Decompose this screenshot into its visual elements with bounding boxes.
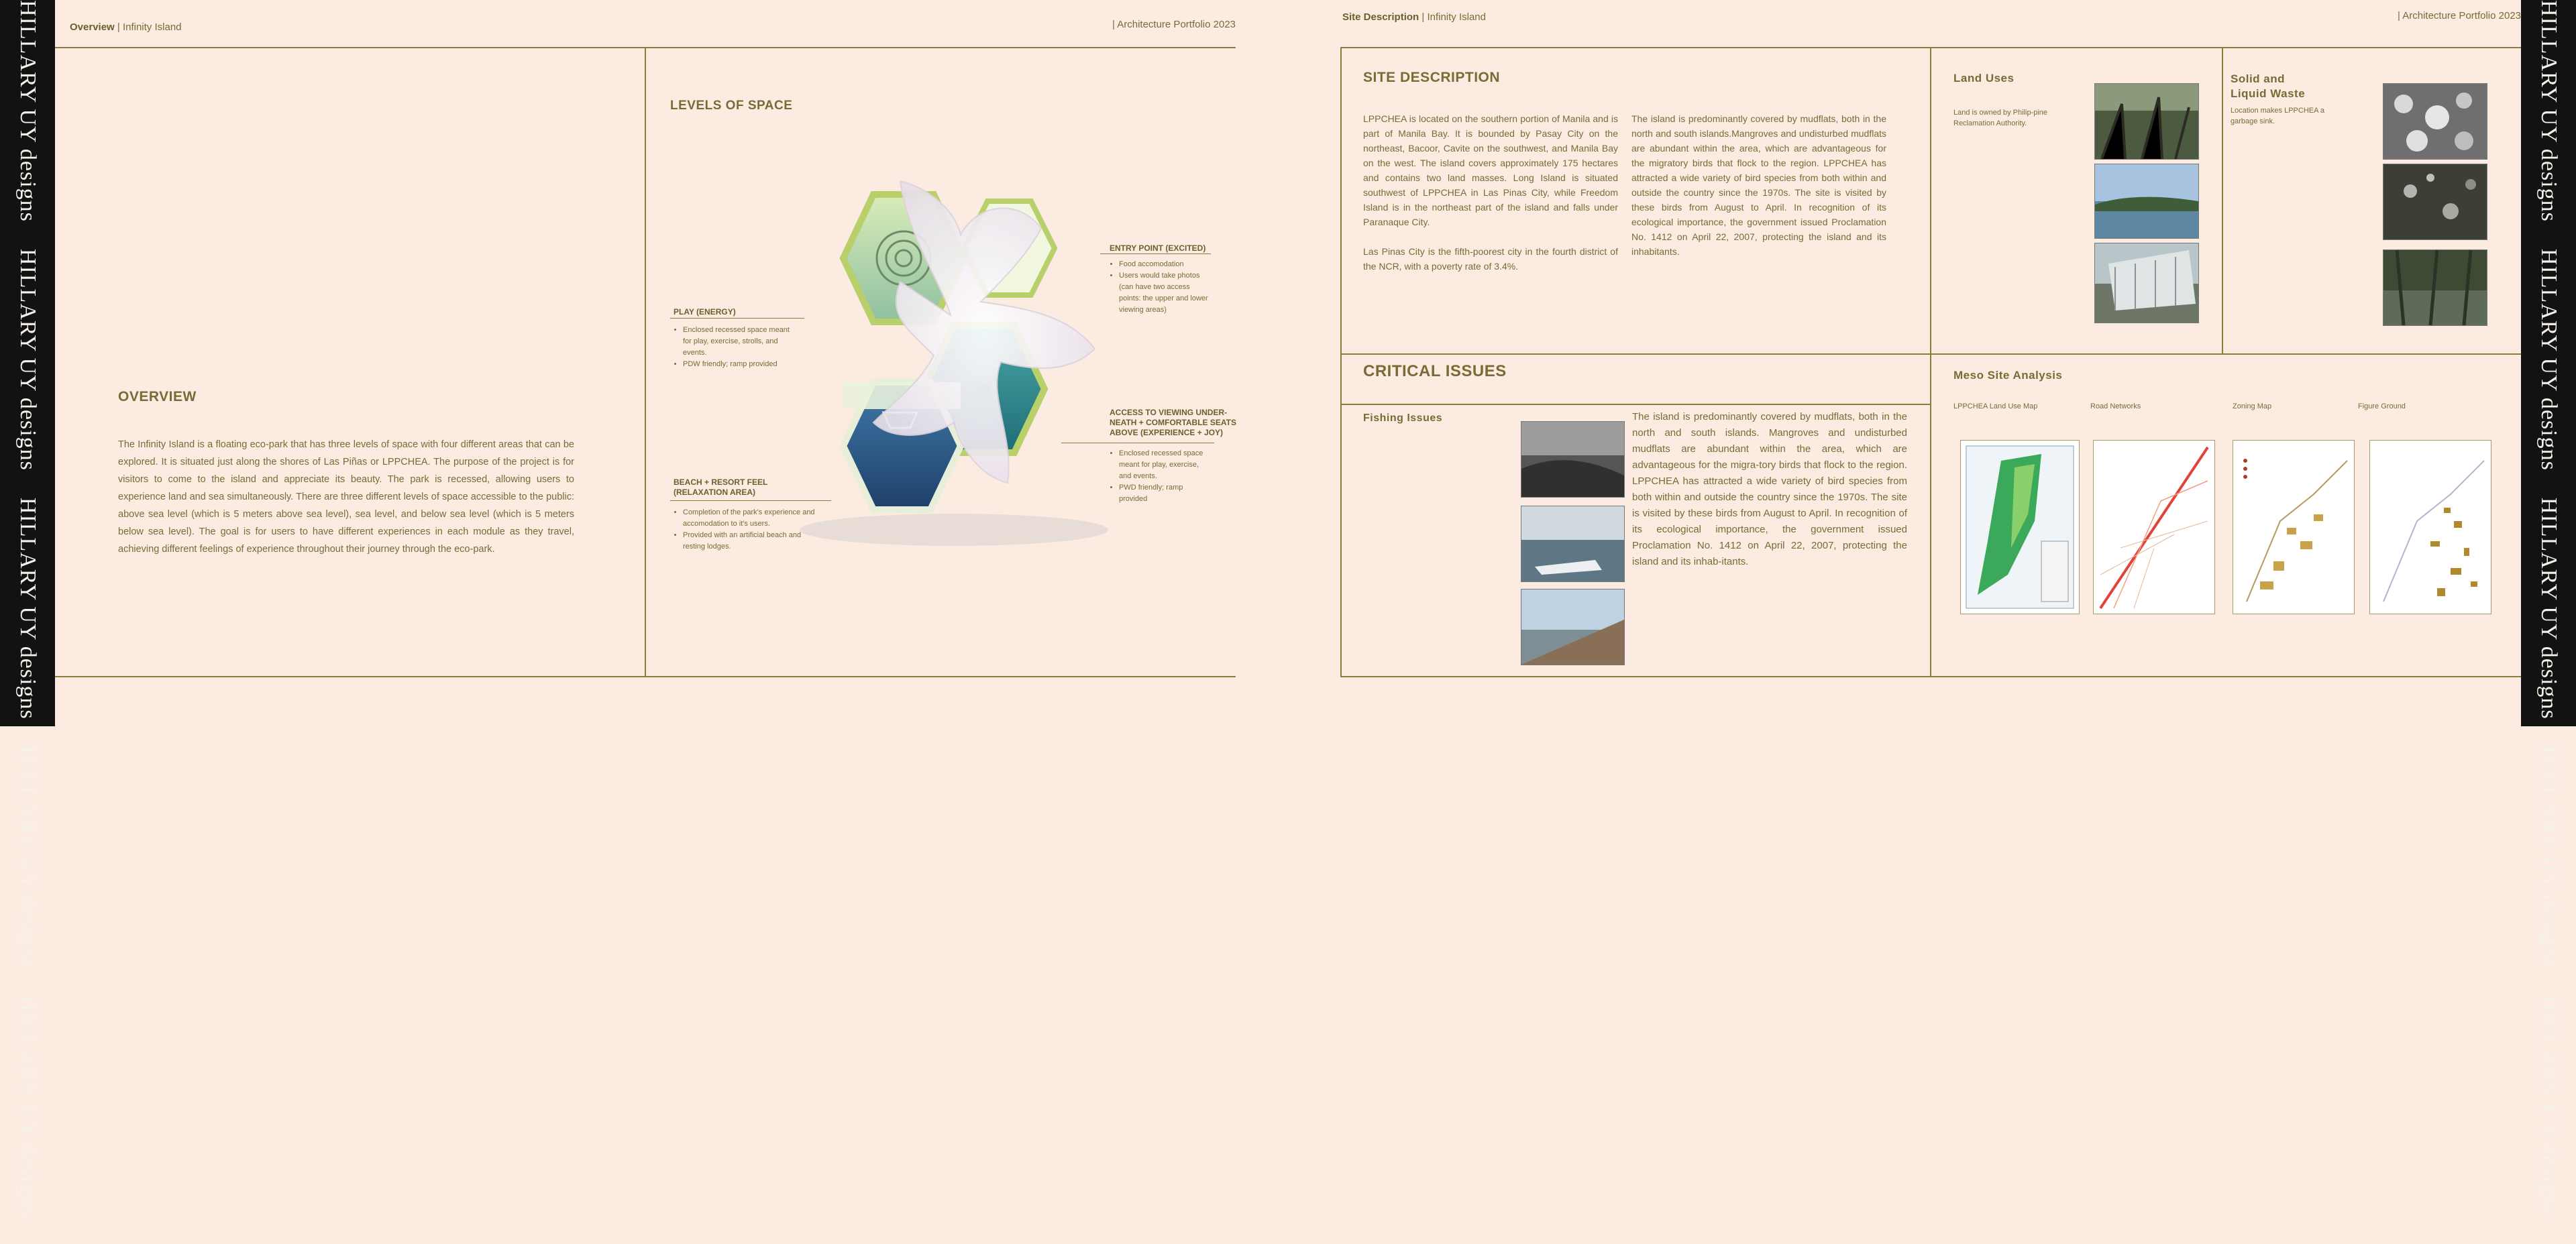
site-text-col2: The island is predominantly covered by mudflats, both in the north and south islands.Mangroves and undisturbed mudflats are abundant within the area, which are advantageous for the migratory birds that flock to the region. LPPCHEA has attracted a wide variety of bird species from both within and outside the country since the 1970s. The site is visited by these birds from August to April. In recognition of its ecological importance, the government issued Proclamation No. 1412 on April 22, 2007, protecting the island and its inhabitants. — [1631, 113, 1886, 257]
map-zoning[interactable] — [2233, 440, 2355, 614]
overview-title: OVERVIEW — [118, 389, 197, 404]
waste-title: Solid and Liquid Waste — [2231, 72, 2306, 100]
map-label-road: Road Networks — [2090, 402, 2141, 410]
brand-strip-left — [0, 0, 55, 1217]
map-label-zoning: Zoning Map — [2233, 402, 2272, 410]
land-uses-title: Land Uses — [1953, 72, 2015, 84]
breadcrumb-project[interactable]: Infinity Island — [122, 21, 182, 33]
land-uses-text: Land is owned by Philip-pine Reclamation Authority. — [1953, 109, 2048, 127]
leader-line — [670, 318, 804, 319]
beach-label: BEACH + RESORT FEEL (RELAXATION AREA) — [674, 477, 768, 497]
brand-strip-right — [2521, 0, 2576, 1217]
map-label-figure-ground: Figure Ground — [2358, 402, 2406, 410]
fishing-issues-text: The island is predominantly covered by mudflats, both in the north and south islands. Mangroves and undisturbed mudflats are abundant within the area, which are advantageous for the migra-tory birds that flock to the region. LPPCHEA has attracted a wide variety of bird species from both within and outside the country since the 1970s. The site is visited by these birds from August to April. In recognition of its ecological importance, the government issued Proclamation No. 1412 on April 22, 2007, protecting the island and its inhab-itants. — [1632, 411, 1907, 567]
breadcrumb: Overview | Infinity Island — [70, 21, 182, 33]
divider — [1340, 404, 1931, 405]
breadcrumb-project[interactable]: Infinity Island — [1427, 11, 1486, 23]
waste-text: Location makes LPPCHEA a garbage sink. — [2231, 107, 2325, 125]
page-overview — [55, 0, 1236, 726]
divider — [1930, 47, 1931, 677]
entry-label: ENTRY POINT (EXCITED) — [1110, 243, 1206, 253]
beach-list: • Completion of the park's experience and accomodation to it's users. • Provided with an artificial beach and resting lodges. — [674, 507, 824, 553]
breadcrumb-section[interactable]: Overview — [70, 21, 115, 33]
photo-waste-2 — [2383, 164, 2487, 240]
breadcrumb: Site Description | Infinity Island — [1342, 11, 1486, 23]
leader-line — [1100, 253, 1211, 254]
leader-line — [670, 500, 831, 501]
levels-title: LEVELS OF SPACE — [670, 99, 793, 113]
access-label: ACCESS TO VIEWING UNDER-NEATH + COMFORTABLE SEATS ABOVE (EXPERIENCE + JOY) — [1110, 408, 1236, 437]
map-figure-ground[interactable] — [2369, 440, 2491, 614]
photo-fishing-1 — [1521, 421, 1625, 498]
photo-land-2 — [2094, 164, 2199, 239]
shadow — [800, 514, 1108, 546]
brand-wordmark: HILLARY UY designsHILLARY UY designsHILLARY UY designsHILLARY UY designsHILLARY UY designs — [2536, 0, 2561, 1217]
access-list: • Enclosed recessed space meant for play, exercise, and events. • PWD friendly; ramp provided — [1110, 448, 1213, 505]
page-site-description — [1315, 0, 2521, 726]
photo-waste-1 — [2383, 83, 2487, 160]
map-label-land-use: LPPCHEA Land Use Map — [1953, 402, 2038, 410]
divider — [2222, 47, 2223, 354]
portfolio-label: | Architecture Portfolio 2023 — [2397, 10, 2521, 21]
photo-fishing-2 — [1521, 506, 1625, 582]
site-title: SITE DESCRIPTION — [1363, 70, 1501, 85]
map-road-networks[interactable] — [2093, 440, 2215, 614]
breadcrumb-section[interactable]: Site Description — [1342, 11, 1419, 23]
critical-issues-title: CRITICAL ISSUES — [1363, 362, 1507, 380]
entry-list: • Food accomodation • Users would take photos (can have two access points: the upper and lower viewing areas) — [1110, 259, 1213, 316]
photo-fishing-3 — [1521, 589, 1625, 665]
overview-text: The Infinity Island is a floating eco-park that has three levels of space with four different areas that can be explored. It is situated just along the shores of Las Piñas or LPPCHEA. The purpose of the project is for visitors to come to the island and appreciate its beauty. The park is recessed, allowing users to experience land and sea simultaneously. There are three different levels of space accessible to the public: above sea level (which is 5 meters above sea level), sea level, and below sea level (which is 5 meters below sea level). The goal is for users to have different experiences in each module as they travel, achieving different feelings of experience throughout their journey through the eco-park. — [118, 439, 574, 555]
portfolio-label: | Architecture Portfolio 2023 — [1112, 19, 1236, 30]
play-list: • Enclosed recessed space meant for play, exercise, strolls, and events. • PDW friendly; ramp provided — [674, 325, 797, 370]
play-label: PLAY (ENERGY) — [674, 307, 736, 317]
site-text-col1: LPPCHEA is located on the southern portion of Manila and is part of Manila Bay. It is bounded by Pasay City on the northeast, Bacoor, Cavite on the southwest, and Manila Bay on the west. The island covers approximately 175 hectares and contains two land masses. Long Island is situated southwest of LPPCHEA in Las Pinas City, while Freedom Island is in the northeast part of the island and falls under Paranaque City. Las Pinas City is the fifth-poorest city in the fourth district of the NCR, with a poverty rate of 3.4%. — [1363, 113, 1618, 272]
divider — [1340, 47, 1342, 677]
fishing-issues-title: Fishing Issues — [1363, 412, 1443, 424]
brand-wordmark: HILLARY UY designsHILLARY UY designsHILLARY UY designsHILLARY UY designsHILLARY UY designs — [15, 0, 40, 1217]
photo-land-3 — [2094, 243, 2199, 323]
map-land-use[interactable] — [1960, 440, 2080, 614]
divider — [645, 47, 646, 677]
meso-title: Meso Site Analysis — [1953, 369, 2063, 382]
photo-land-1 — [2094, 83, 2199, 160]
photo-waste-3 — [2383, 249, 2487, 326]
